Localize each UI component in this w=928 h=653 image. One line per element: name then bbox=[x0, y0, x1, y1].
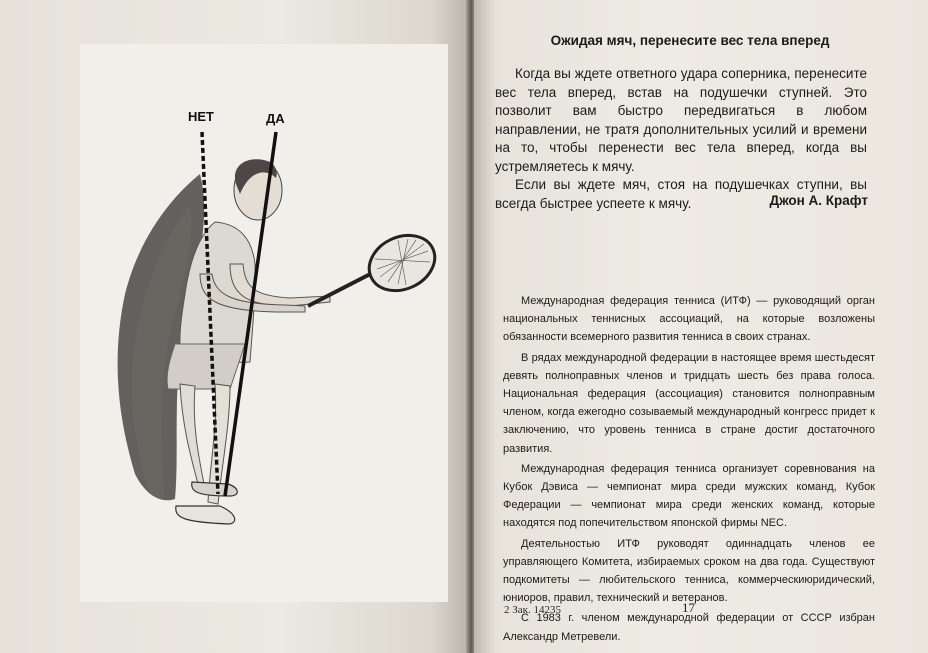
body-paragraph: Деятельностью ИТФ руководят одиннадцать членов ее управляющего Комитета, избираемых сроком на два года. Существуют подкомитеты — любительского тенниса, коммерческиюридический, юниоров, правил, технический и ветеранов. bbox=[503, 537, 875, 605]
quote-block bbox=[495, 65, 867, 213]
quote-author: Джон А. Крафт bbox=[769, 193, 868, 208]
page-number: 17 bbox=[682, 600, 695, 615]
label-yes: ДА bbox=[266, 111, 285, 126]
player-drawing bbox=[80, 44, 448, 602]
print-order-mark: 2 Зак. 14235 bbox=[504, 604, 561, 616]
body-paragraph: С 1983 г. членом международной федерации от СССР избран Александр Метревели. bbox=[503, 612, 875, 643]
body-paragraph: Международная федерация тенниса организует соревнования на Кубок Дэвиса — чемпионат мира среди мужских команд, Кубок Федерации — чемпионат мира среди женских команд, которые находятся под попечительством японской фирмы NEC. bbox=[503, 462, 875, 530]
body-paragraph: Международная федерация тенниса (ИТФ) — руководящий орган национальных теннисных ассоциаций, на которые возложены обязанности всемерного развития тенниса в своих странах. bbox=[503, 295, 875, 344]
quote-paragraph: Когда вы ждете ответного удара соперника, перенесите вес тела вперед, встав на подушечки ступней. Это позволит вам быстро передвигаться в любом направлении, не тратя дополнительных усилий и времени на то, чтобы перенести вес тела вперед, когда вы устремляетесь к мячу. bbox=[495, 66, 867, 174]
quote-paragraph: Если вы ждете мяч, стоя на подушечках ступни, вы всегда быстрее успеете к мячу. bbox=[495, 177, 867, 211]
section-title: Ожидая мяч, перенесите вес тела вперед bbox=[550, 33, 830, 48]
body-paragraph: В рядах международной федерации в настоящее время шестьдесят девять полноправных членов и тридцать шесть без права голоса. Национальная федерация (ассоциация) становится полноправным членом, когда ежегодно созываемый международный конгресс придет к заключению, что уровень тенниса в стране достиг достаточного развития. bbox=[503, 351, 875, 455]
body-text bbox=[503, 292, 875, 648]
tennis-player-illustration bbox=[80, 44, 448, 602]
label-no: НЕТ bbox=[188, 109, 214, 124]
